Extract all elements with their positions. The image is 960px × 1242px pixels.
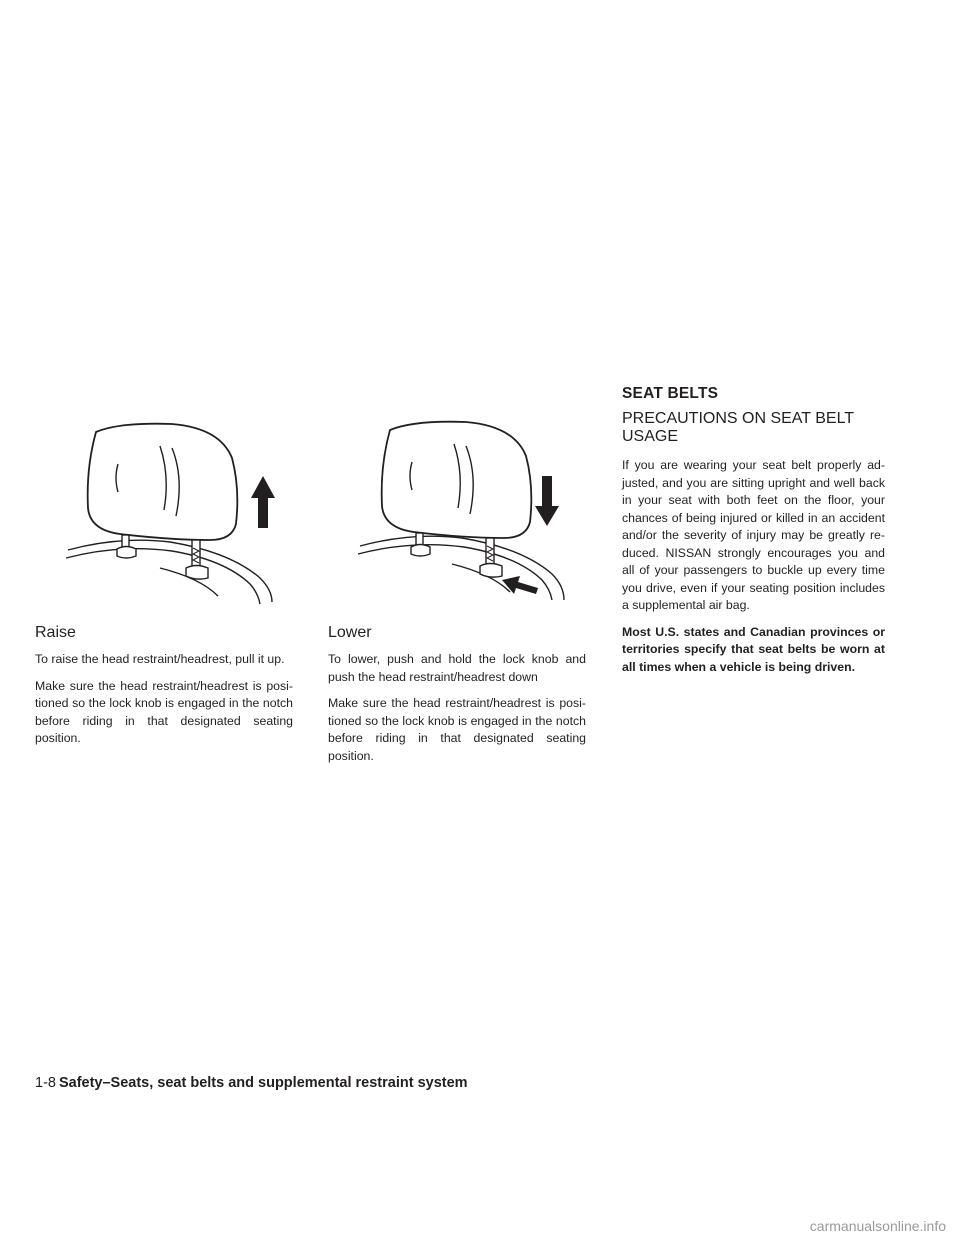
- seat-belts-column: [622, 385, 885, 685]
- subsection-title: PRECAUTIONS ON SEAT BELT USAGE: [622, 410, 854, 445]
- page-footer: [35, 1075, 468, 1091]
- lower-paragraph-2: Make sure the head restraint/headrest is posi-tioned so the lock knob is engaged in the notch before riding in that designated seating position.: [328, 696, 586, 763]
- chapter-title: Safety–Seats, seat belts and supplemental restraint system: [58, 1075, 468, 1091]
- lower-column: [328, 624, 586, 774]
- raise-heading: Raise: [35, 624, 76, 641]
- section-title: SEAT BELTS: [622, 385, 719, 402]
- lower-paragraph-1: To lower, push and hold the lock knob and push the head restraint/headrest down: [328, 652, 586, 684]
- raise-column: [35, 624, 293, 757]
- lower-heading: Lower: [328, 624, 372, 641]
- raise-paragraph-1: To raise the head restraint/headrest, pull it up.: [35, 652, 285, 666]
- raise-paragraph-2: Make sure the head restraint/headrest is posi-tioned so the lock knob is engaged in the notch before riding in that designated seating position.: [35, 678, 293, 745]
- headrest-raise-illustration: [60, 418, 290, 608]
- seat-belt-paragraph: If you are wearing your seat belt properly ad-justed, and you are sitting upright and well back in your seat with both feet on the floor, your chances of being injured or killed in an accident and/or the severity of injury may be greatly re-duced. NISSAN strongly encourages you and all of your passengers to buckle up every time you drive, even if your seating position includes a supplemental air bag.: [622, 458, 885, 612]
- headrest-lower-illustration: [352, 418, 582, 608]
- watermark: carmanualsonline.info: [809, 1218, 946, 1234]
- seat-belt-law-paragraph: Most U.S. states and Canadian provinces or territories specify that seat belts be worn at all times when a vehicle is being driven.: [622, 624, 885, 674]
- page-number: 1-8: [35, 1075, 56, 1091]
